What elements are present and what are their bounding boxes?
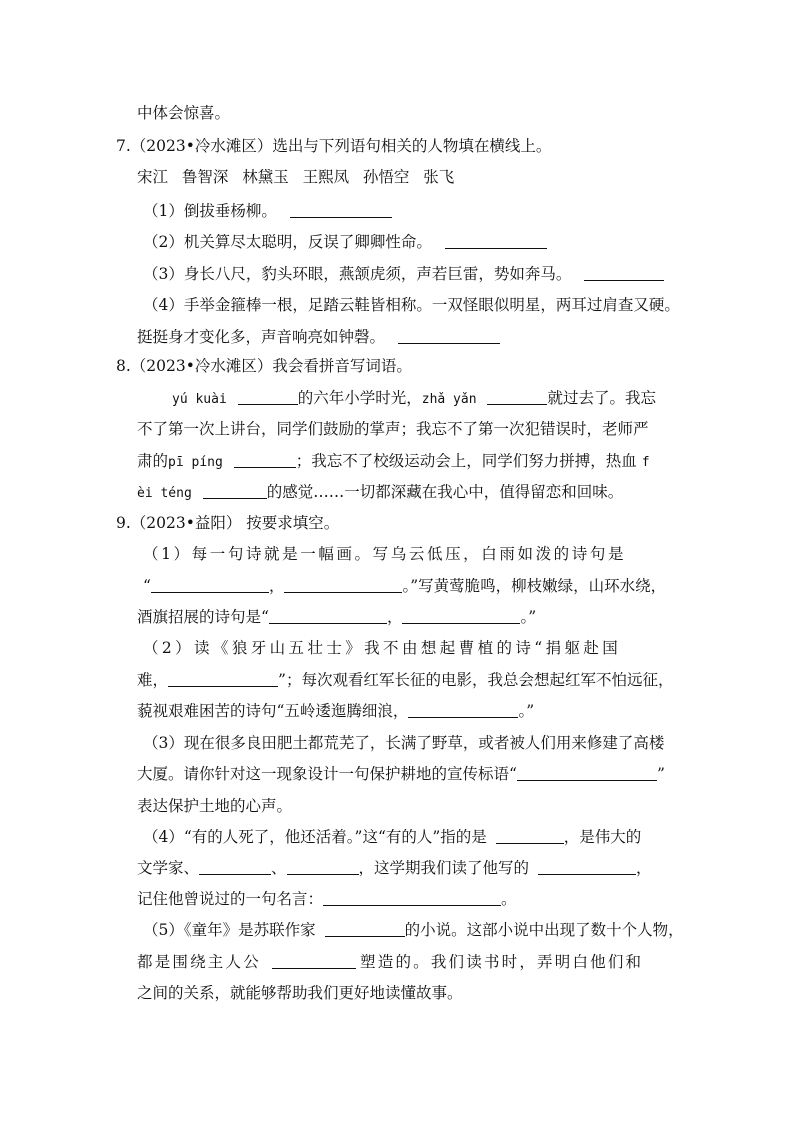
q9-part-1-line-1: （1）每一句诗就是一幅画。写乌云低压，白雨如泼的诗句是	[143, 545, 627, 563]
q8-line-3: 肃的pī píng ；我忘不了校级运动会上，同学们努力拼搏，热血 f	[137, 452, 650, 470]
q7-item-4: （4）手举金箍棒一根，足踏云鞋皆相称。一双怪眼似明星，两耳过肩查又硬。	[143, 296, 680, 314]
answer-blank[interactable]	[584, 265, 664, 281]
answer-blank[interactable]	[290, 202, 392, 218]
q9-part-5-line-2: 都是围绕主人公 塑造的。我们读书时，弄明白他们和	[137, 953, 644, 971]
q7-item-1: （1）倒拔垂杨柳。	[143, 201, 392, 221]
answer-blank[interactable]	[168, 671, 278, 687]
answer-blank[interactable]	[203, 483, 267, 499]
q9-part-2-line-2: 难， ”；每次观看红军长征的电影，我总会想起红军不怕远征，	[137, 671, 674, 689]
q9-part-5-line-3: 之间的关系，就能够帮助我们更好地读懂故事。	[137, 984, 463, 1002]
q9-title: 9.（2023•益阳） 按要求填空。	[116, 514, 340, 532]
answer-blank[interactable]	[398, 328, 500, 344]
answer-blank[interactable]	[408, 702, 518, 718]
q6-tail-line: 中体会惊喜。	[137, 104, 231, 122]
q9-part-4-line-1: （4）“有的人死了，他还活着。”这“有的人”指的是 ，是伟大的	[143, 828, 642, 846]
q8-title: 8.（2023•冷水滩区）我会看拼音写词语。	[116, 357, 412, 375]
answer-blank[interactable]	[284, 577, 402, 593]
q8-line-4: èi téng 的感觉……一切都深藏在我心中，值得留恋和回味。	[137, 483, 624, 501]
q9-part-1-line-2: “ ， 。”写黄莺脆鸣，柳枝嫩绿，山环水绕，	[143, 577, 667, 595]
answer-blank[interactable]	[496, 828, 564, 844]
q9-part-2-line-3: 藐视艰难困苦的诗句“五岭逶迤腾细浪， 。”	[137, 702, 535, 720]
q7-title: 7.（2023•冷水滩区）选出与下列语句相关的人物填在横线上。	[116, 137, 552, 155]
q9-part-1-line-3: 酒旗招展的诗句是“ ， 。”	[137, 608, 537, 626]
q9-part-3-line-3: 表达保护土地的心声。	[137, 797, 293, 815]
answer-blank[interactable]	[151, 577, 269, 593]
answer-blank[interactable]	[325, 921, 405, 937]
answer-blank[interactable]	[402, 608, 520, 624]
answer-blank[interactable]	[538, 859, 636, 875]
q9-part-4-line-3: 记住他曾说过的一句名言： 。	[137, 890, 517, 908]
answer-blank[interactable]	[199, 859, 271, 875]
q7-item-3: （3）身长八尺，豹头环眼，燕颔虎须，声若巨雷，势如奔马。	[143, 264, 664, 284]
q9-part-5-line-1: （5）《童年》是苏联作家 的小说。这部小说中出现了数十个人物，	[143, 921, 684, 939]
answer-blank[interactable]	[517, 765, 657, 781]
q9-part-3-line-2: 大厦。请你针对这一现象设计一句保护耕地的宣传标语“ ”	[137, 765, 665, 783]
answer-blank[interactable]	[323, 890, 501, 906]
answer-blank[interactable]	[445, 233, 547, 249]
q9-part-3-line-1: （3）现在很多良田肥土都荒芜了，长满了野草，或者被人们用来修建了高楼	[143, 734, 665, 752]
q7-name-options: 宋江 鲁智深 林黛玉 王熙凤 孙悟空 张飞	[137, 168, 455, 186]
answer-blank[interactable]	[272, 953, 356, 969]
q7-item-4-cont: 挺挺身才变化多，声音响亮如钟磬。	[137, 327, 500, 347]
answer-blank[interactable]	[269, 608, 387, 624]
answer-blank[interactable]	[238, 389, 298, 405]
q9-part-2-line-1: （2）读《狼牙山五壮士》我不由想起曹植的诗“捐躯赴国	[143, 639, 622, 657]
q8-line-2: 不了第一次上讲台，同学们鼓励的掌声；我忘不了第一次犯错误时，老师严	[137, 420, 649, 438]
answer-blank[interactable]	[487, 389, 547, 405]
q8-line-1: yú kuài 的六年小学时光，zhǎ yǎn 就过去了。我忘	[172, 389, 656, 407]
answer-blank[interactable]	[234, 452, 296, 468]
q7-item-2: （2）机关算尽太聪明，反误了卿卿性命。	[143, 232, 547, 252]
q9-part-4-line-2: 文学家、 、 ，这学期我们读了他写的 ，	[137, 859, 652, 877]
answer-blank[interactable]	[287, 859, 359, 875]
